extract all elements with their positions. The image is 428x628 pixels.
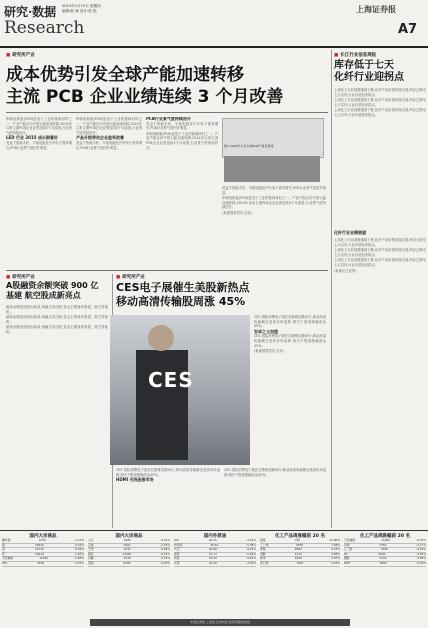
section-title-en: Research (4, 18, 85, 38)
date-line (62, 4, 101, 14)
cell: PX (344, 551, 348, 556)
cell: DMF (344, 560, 351, 565)
table-3-title: 国内外原油 (203, 534, 227, 539)
ces-author: (来源国泰君安 证券) (254, 349, 284, 354)
cell: -1.14% (74, 538, 84, 542)
lead-body-5: 印刷电路板(PCB)是电子工业的基础材料之一。产业产能正向中国大陆加速转移,2014年以来主流PCB企业业绩连续3个月改善,行业景气度持续回升。 (146, 131, 218, 150)
cell: 0.22% (161, 538, 170, 542)
cell: 苯胺 (260, 547, 266, 552)
ces-body-3: CES 国际消费电子展在拉斯维加斯举行,移动高清传输概念受到市场追捧,相关个股周涨幅高达45%。 (116, 468, 220, 477)
cell: 7050 (296, 560, 304, 565)
lead-column-3 (146, 117, 218, 267)
rail-author: (来源长江证券) (334, 268, 357, 273)
rail-kicker: ■ 长江行业信息周报 (334, 52, 376, 58)
cell: 46.59 (210, 542, 219, 547)
rail-body-4: 上周化工行业指数继续下跌,化纤产品价格持续走弱,库存已降至七天以内,行业有望迎来拐点。 (334, 238, 426, 247)
second-headline (6, 281, 110, 301)
cell: 天然橡胶 (2, 556, 14, 561)
cell: 12.86% (329, 538, 340, 542)
cell: -0.23% (160, 551, 170, 556)
table-row (2, 562, 84, 567)
lead-subhead-1: LED 行业 2015 成长期看好 (6, 135, 58, 141)
ces-subhead: HDMI 无线连接市场 (116, 477, 154, 483)
second-headline-line-1: A股融资余额突破 900 亿 (6, 281, 99, 290)
table-1 (2, 533, 84, 567)
chart-caption: 图1:2008年以来全球PCB产值及增速 (224, 144, 274, 148)
footer-banner: 中国证券报·上证报·证券时报 投资者服务热线 (90, 619, 350, 626)
cell: 42.90 (208, 560, 217, 565)
cell: 苯乙烯 (260, 560, 269, 565)
table-1-title: 国内大宗商品 (29, 534, 57, 539)
table-row (174, 562, 256, 567)
cell: 16010 (35, 551, 44, 556)
cell: 2902 (123, 542, 131, 547)
cell: 布伦特 (174, 542, 183, 547)
table-4-title: 化工产品周涨幅前 20 名 (275, 534, 325, 539)
cell: 2.18% (331, 560, 340, 565)
rail-body-5: 上周化工行业指数继续下跌,化纤产品价格持续走弱,库存已降至七天以内,行业有望迎来拐点。 (334, 248, 426, 257)
cell: 天然橡胶 (344, 538, 356, 542)
cell: -4.55% (246, 560, 256, 565)
lead-subhead-2: PCB行业景气度持续回升 (146, 117, 191, 121)
cell: 7350 (379, 542, 387, 547)
rail-body-top (334, 88, 426, 228)
lead-body-2: 印刷电路板(PCB)是电子工业的基础材料之一。产业产能正向中国大陆加速转移,2014年以来主流PCB企业业绩连续3个月改善,行业景气度持续回升。 (76, 117, 142, 135)
cell: 乙二醇 (344, 547, 353, 552)
section-title: 研究·数据 (4, 5, 57, 19)
cell: 棉花 (88, 551, 94, 556)
cell: -2.59% (416, 560, 426, 565)
cell: 螺纹钢 (2, 538, 11, 542)
cell: 豆粕 (88, 542, 94, 547)
cell: 丁二烯 (260, 542, 269, 547)
second-kicker: ■ 研究所产业 (6, 274, 35, 280)
page-number: A7 (398, 22, 418, 37)
table-2 (88, 533, 170, 567)
table-row (88, 562, 170, 567)
column-rule-2 (331, 50, 332, 528)
cell: 白糖 (88, 556, 94, 561)
cell: 42540 (35, 542, 44, 547)
cell: 铝 (2, 547, 5, 552)
table-5 (344, 533, 426, 567)
cell: 6550 (296, 542, 304, 547)
cell: 大豆 (88, 538, 94, 542)
ces-body-1: CES 国际消费电子展在拉斯维加斯举行,移动高清传输概念受到市场追捧,相关个股周涨幅高达45%。 (254, 315, 326, 329)
cell: 玉米 (88, 547, 94, 552)
lead-column-2 (76, 117, 142, 267)
cell: 4485 (123, 538, 131, 542)
rail-body-bottom (334, 238, 426, 526)
table-3-body (174, 539, 256, 567)
cell: 3150 (379, 556, 387, 561)
cell: -3.21% (74, 542, 84, 547)
cell: -3.08% (416, 556, 426, 561)
cell: 43.17 (208, 551, 217, 556)
lead-intro: 印刷电路板(PCB)是电子工业的基础材料之一。产业产能正向中国大陆加速转移,2014年以来主流PCB企业业绩连续3个月改善,行业景气度持续回升。 (6, 117, 72, 135)
rail-body-6: 上周化工行业指数继续下跌,化纤产品价格持续走弱,库存已降至七天以内,行业有望迎来拐点。 (334, 258, 426, 267)
cell: 甲醇 (260, 551, 266, 556)
lead-rule (6, 112, 328, 113)
cell: -1.03% (160, 542, 170, 547)
table-4-body (260, 539, 340, 567)
lead-body-6: 受益于智能手机、平板电脑及汽车电子需求增长,PCB行业景气度回升明显。 (222, 186, 326, 195)
cell: PTA (2, 560, 8, 565)
cell: -5.17% (416, 542, 426, 547)
cell: 44.80 (208, 547, 217, 552)
cell: 丙烯 (344, 542, 350, 547)
cell: 0.53% (161, 556, 170, 561)
cell: 2431 (123, 547, 131, 552)
lead-body-7: 印刷电路板(PCB)是电子工业的基础材料之一。产业产能正向中国大陆加速转移,2014年以来主流PCB企业业绩连续3个月改善,行业景气度持续回升。 (222, 196, 326, 210)
cell: -4.44% (416, 547, 426, 552)
cell: 5200 (294, 556, 302, 561)
cell: 大庆 (174, 547, 180, 552)
table-row (344, 562, 426, 567)
table-row (260, 562, 340, 567)
ces-kicker: ■ 研究所产业 (116, 274, 145, 280)
cell: 迪拜 (174, 551, 180, 556)
ces-headline-line-2: 移动高清传输股周涨 45% (116, 295, 246, 308)
cell: 2436 (38, 538, 46, 542)
lead-headline-line-1: 成本优势引发全球产能加速转移 (6, 65, 244, 85)
lead-column-1 (6, 117, 72, 267)
second-headline-line-2: 基建 航空股成新亮点 (6, 291, 81, 300)
cell: 43.40 (208, 556, 217, 561)
cell: -0.68% (74, 556, 84, 561)
cell: 395 (294, 538, 301, 542)
cell: -1.87% (74, 551, 84, 556)
editor-text: 编辑:耿 晓 设计:郭 艳 (62, 9, 97, 13)
cell: -4.87% (246, 556, 256, 561)
date-text: 2015年1月15日 星期四 (62, 4, 101, 8)
rail-subhead: 化纤行业业绩展望 (334, 230, 366, 235)
second-body (6, 305, 108, 525)
rail-body-2: 上周化工行业指数继续下跌,化纤产品价格持续走弱,库存已降至七天以内,行业有望迎来拐点。 (334, 98, 426, 107)
cell: 5380 (380, 547, 388, 552)
cell: 6180 (123, 560, 131, 565)
cell: 0.29% (161, 547, 170, 552)
cell: 7.38% (331, 542, 340, 547)
table-5-title: 化工产品周跌幅前 20 名 (360, 534, 410, 539)
rail-headline (334, 60, 426, 84)
cell: 46.25 (208, 538, 217, 542)
photo-person-head (148, 325, 174, 351)
ces-column-bottom-1 (116, 468, 220, 526)
paper-name: 上海证券报 (356, 4, 396, 14)
cell: 菜油 (88, 560, 94, 565)
cell: 6900 (378, 551, 386, 556)
cell: 阿曼 (174, 556, 180, 561)
cell: -5.04% (246, 551, 256, 556)
lead-body-3: 受益于智能手机、平板电脑及汽车电子需求增长,PCB行业景气度回升明显。 (76, 140, 142, 150)
table-4 (260, 533, 340, 567)
cell: 4.12% (331, 547, 340, 552)
lead-headline-line-2: 主流 PCB 企业业绩连续 3 个月改善 (6, 87, 284, 107)
lead-subhead-3: 产品升级带动企业盈利改善 (76, 135, 124, 141)
lead-kicker: ■ 研究所产业 (6, 52, 35, 58)
rail-body-1: 上周化工行业指数继续下跌,化纤产品价格持续走弱,库存已降至七天以内,行业有望迎来拐点。 (334, 88, 426, 97)
ces-column-bottom-2 (224, 468, 326, 526)
lead-author: (来源国泰君安 证券) (222, 210, 252, 215)
second-body-2: 融资余额连续创出新高,两融交易活跃,资金主要流向基建、航空等板块。 (6, 315, 108, 324)
cell: -4.63% (246, 538, 256, 542)
ces-column-right (254, 315, 326, 465)
cell: WTI (174, 538, 180, 542)
cell: -3.50% (416, 551, 426, 556)
cell: -6.35% (416, 538, 426, 542)
cell: 12940 (122, 551, 132, 556)
cell: -4.12% (246, 547, 256, 552)
table-5-body (344, 539, 426, 567)
cell: 2115 (294, 551, 302, 556)
lead-column-4 (222, 186, 326, 268)
cell: 12745 (35, 547, 44, 552)
ces-headline-line-1: CES电子展催生美股新热点 (116, 281, 250, 294)
lead-headline (6, 64, 326, 108)
ces-headline (116, 281, 326, 309)
cell: 液氯 (260, 538, 266, 542)
ces-body-4: CES 国际消费电子展在拉斯维加斯举行,移动高清传输概念受到市场追捧,相关个股周涨幅高达45%。 (224, 468, 326, 477)
lead-body-1: 受益于智能手机、平板电脑及汽车电子需求增长,PCB行业景气度回升明显。 (6, 140, 72, 150)
cell: 辛塔 (174, 560, 180, 565)
photo-ces-label: CES (148, 368, 194, 392)
second-body-3: 融资余额连续创出新高,两融交易活跃,资金主要流向基建、航空等板块。 (6, 325, 108, 334)
cell: 醋酸 (344, 556, 350, 561)
cell: 12530 (39, 556, 49, 561)
ces-body-2: CES 国际消费电子展在拉斯维加斯举行,移动高清传输概念受到市场追捧,相关个股周涨幅高达45%。 (254, 334, 326, 348)
cell: 4725 (123, 556, 131, 561)
cell: 铜 (2, 542, 5, 547)
cell: 2.97% (331, 556, 340, 561)
section-rule-1 (6, 270, 328, 271)
lead-chart (222, 118, 324, 158)
table-1-body (2, 539, 84, 567)
table-2-title: 国内大宗商品 (115, 534, 143, 539)
photo-person-body (136, 350, 188, 460)
cell: 4576 (37, 560, 45, 565)
cell: 3.68% (331, 551, 340, 556)
chart-graphic (224, 156, 320, 182)
cell: -2.01% (74, 560, 84, 565)
cell: 11800 (381, 538, 391, 542)
ces-subhead-2: 安卓之父加盟 (254, 328, 278, 334)
lead-body-4: 受益于智能手机、平板电脑及汽车电子需求增长,PCB行业景气度回升明显。 (146, 121, 218, 131)
rail-headline-line-2: 化纤行业迎拐点 (334, 72, 404, 83)
table-2-body (88, 539, 170, 567)
table-3 (174, 533, 256, 567)
cell: -0.39% (74, 547, 84, 552)
cell: 纯苯 (260, 556, 266, 561)
rail-headline-line-1: 库存低于七天 (334, 60, 394, 71)
second-body-1: 融资余额连续创出新高,两融交易活跃,资金主要流向基建、航空等板块。 (6, 305, 108, 314)
cell: -5.38% (246, 542, 256, 547)
cell: 5650 (379, 560, 387, 565)
rail-body-3: 上周化工行业指数继续下跌,化纤产品价格持续走弱,库存已降至七天以内,行业有望迎来拐点。 (334, 108, 426, 117)
cell: 锌 (2, 551, 5, 556)
cell: 8850 (294, 547, 302, 552)
cell: -0.45% (160, 560, 170, 565)
